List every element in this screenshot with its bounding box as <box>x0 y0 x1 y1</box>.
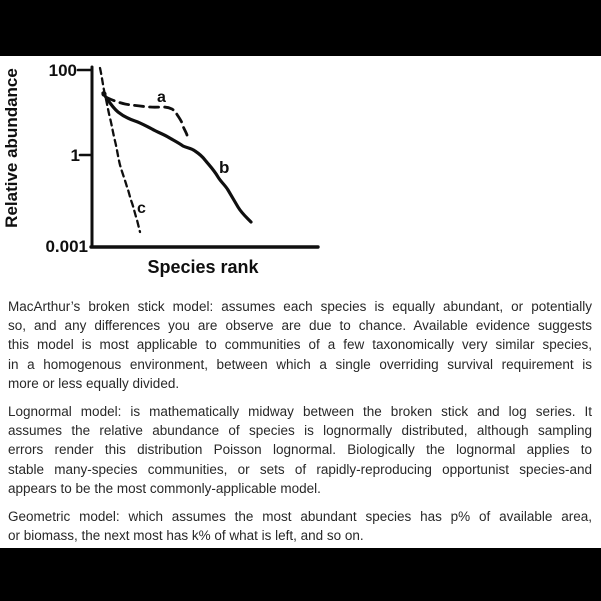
text-line: assumes the relative abundance of species is lognormally distributed, although sampling <box>8 423 592 439</box>
text-line: in a homogenous environment, between which a single overriding survival requirement is <box>8 356 592 372</box>
rank-abundance-chart <box>0 56 340 286</box>
curve-c-label: c <box>137 200 146 217</box>
rank-abundance-figure <box>0 56 601 286</box>
paragraph-broken-stick-model <box>8 297 592 393</box>
text-line: so, and any differences you are observe are due to chance. Available evidence suggests <box>8 318 592 334</box>
y-axis-title: Relative abundance <box>2 68 21 228</box>
y-tick-label-100: 100 <box>48 61 77 80</box>
curve-b-label: b <box>219 158 230 177</box>
text-line: this model is most applicable to communities of a few taxonomically very similar species, <box>8 337 592 353</box>
y-tick-label-0001: 0.001 <box>45 237 88 256</box>
text-block <box>0 286 601 545</box>
text-line: Geometric model: which assumes the most abundant species has p% of available area, <box>8 509 592 525</box>
curve-a-label: a <box>157 89 166 106</box>
content-area <box>0 56 601 554</box>
text-line: or biomass, the next most has k% of what is left, and so on. <box>8 528 364 544</box>
curve-a <box>106 97 187 135</box>
curve-junction-blob <box>101 91 106 96</box>
text-line: stable many-species communities, or sets of rapidly-reproducing opportunist species-and <box>8 461 592 477</box>
paragraph-geometric-model <box>8 507 592 545</box>
bottom-black-bar <box>0 548 601 601</box>
paragraph-lognormal-model <box>8 402 592 498</box>
y-tick-label-1: 1 <box>70 146 80 165</box>
text-line: MacArthur’s broken stick model: assumes each species is equally abundant, or potentially <box>8 299 592 314</box>
x-axis-title: Species rank <box>147 257 259 277</box>
text-line: appears to be the most commonly-applicable model. <box>8 480 321 496</box>
text-line: errors render this distribution Poisson lognormal. Biologically the lognormal applies to <box>8 442 592 458</box>
text-line: more or less equally divided. <box>8 375 180 391</box>
text-line: Lognormal model: is mathematically midway between the broken stick and log series. It <box>8 404 592 420</box>
top-black-bar <box>0 0 601 56</box>
